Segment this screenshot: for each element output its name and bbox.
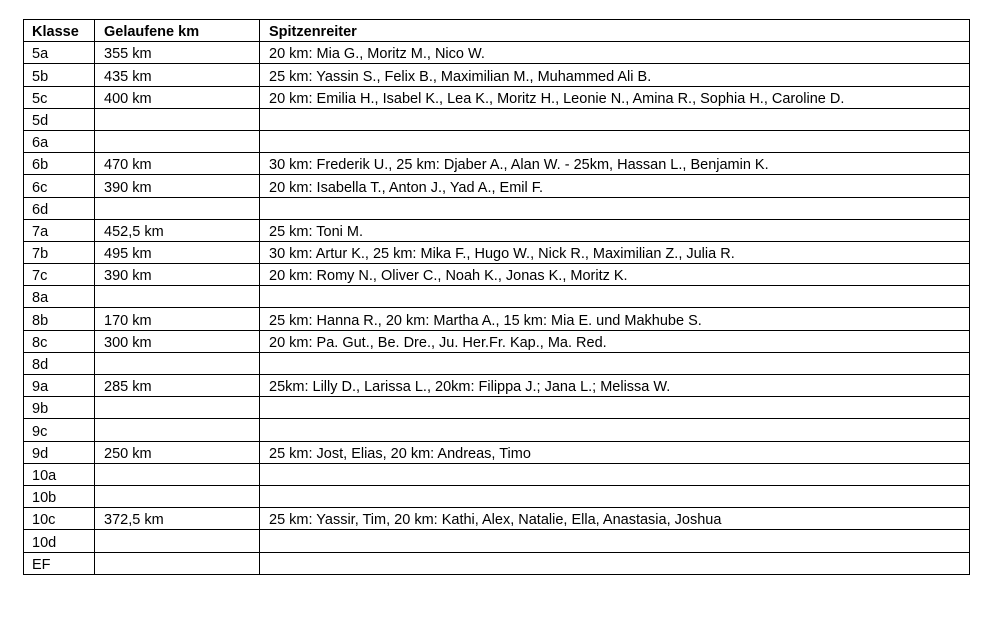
cell-gelaufene-km: 285 km — [95, 375, 260, 397]
table-row — [24, 397, 970, 419]
cell-gelaufene-km — [95, 530, 260, 552]
cell-klasse: 7c — [24, 264, 95, 286]
table-row — [24, 241, 970, 263]
cell-gelaufene-km — [95, 352, 260, 374]
table-row — [24, 375, 970, 397]
table-row — [24, 552, 970, 574]
cell-gelaufene-km: 355 km — [95, 42, 260, 64]
cell-spitzenreiter: 25 km: Jost, Elias, 20 km: Andreas, Timo — [260, 441, 970, 463]
cell-spitzenreiter: 20 km: Romy N., Oliver C., Noah K., Jonas K., Moritz K. — [260, 264, 970, 286]
cell-spitzenreiter: 25 km: Yassin S., Felix B., Maximilian M., Muhammed Ali B. — [260, 64, 970, 86]
cell-klasse: 6d — [24, 197, 95, 219]
cell-gelaufene-km: 390 km — [95, 175, 260, 197]
cell-spitzenreiter — [260, 397, 970, 419]
cell-klasse: 8d — [24, 352, 95, 374]
cell-gelaufene-km: 452,5 km — [95, 219, 260, 241]
header-gelaufene-km: Gelaufene km — [95, 20, 260, 42]
cell-spitzenreiter: 30 km: Frederik U., 25 km: Djaber A., Alan W. - 25km, Hassan L., Benjamin K. — [260, 153, 970, 175]
cell-gelaufene-km — [95, 485, 260, 507]
cell-klasse: 8a — [24, 286, 95, 308]
cell-klasse: 10d — [24, 530, 95, 552]
cell-gelaufene-km: 170 km — [95, 308, 260, 330]
table-row — [24, 86, 970, 108]
cell-spitzenreiter — [260, 419, 970, 441]
cell-klasse: 6c — [24, 175, 95, 197]
cell-spitzenreiter: 20 km: Mia G., Moritz M., Nico W. — [260, 42, 970, 64]
table-row — [24, 108, 970, 130]
cell-spitzenreiter: 25 km: Toni M. — [260, 219, 970, 241]
cell-gelaufene-km: 495 km — [95, 241, 260, 263]
cell-spitzenreiter — [260, 197, 970, 219]
table-row — [24, 419, 970, 441]
cell-klasse: 10c — [24, 508, 95, 530]
table-row — [24, 530, 970, 552]
cell-klasse: 7b — [24, 241, 95, 263]
header-klasse: Klasse — [24, 20, 95, 42]
cell-gelaufene-km: 470 km — [95, 153, 260, 175]
cell-gelaufene-km: 300 km — [95, 330, 260, 352]
table-row — [24, 130, 970, 152]
cell-klasse: 9c — [24, 419, 95, 441]
table-row — [24, 485, 970, 507]
cell-spitzenreiter: 25 km: Yassir, Tim, 20 km: Kathi, Alex, Natalie, Ella, Anastasia, Joshua — [260, 508, 970, 530]
cell-klasse: 8c — [24, 330, 95, 352]
cell-gelaufene-km — [95, 108, 260, 130]
cell-gelaufene-km — [95, 286, 260, 308]
cell-spitzenreiter — [260, 530, 970, 552]
cell-gelaufene-km — [95, 419, 260, 441]
cell-gelaufene-km: 400 km — [95, 86, 260, 108]
cell-gelaufene-km: 390 km — [95, 264, 260, 286]
cell-gelaufene-km: 372,5 km — [95, 508, 260, 530]
cell-gelaufene-km — [95, 463, 260, 485]
table-row — [24, 42, 970, 64]
cell-spitzenreiter — [260, 352, 970, 374]
cell-gelaufene-km — [95, 397, 260, 419]
table-row — [24, 308, 970, 330]
results-table — [23, 19, 970, 575]
cell-klasse: EF — [24, 552, 95, 574]
table-row — [24, 286, 970, 308]
cell-spitzenreiter — [260, 463, 970, 485]
cell-klasse: 5a — [24, 42, 95, 64]
cell-spitzenreiter — [260, 286, 970, 308]
cell-klasse: 9b — [24, 397, 95, 419]
cell-spitzenreiter — [260, 485, 970, 507]
cell-spitzenreiter: 20 km: Pa. Gut., Be. Dre., Ju. Her.Fr. Kap., Ma. Red. — [260, 330, 970, 352]
table-row — [24, 175, 970, 197]
table-row — [24, 441, 970, 463]
cell-klasse: 6a — [24, 130, 95, 152]
cell-klasse: 9a — [24, 375, 95, 397]
cell-gelaufene-km: 435 km — [95, 64, 260, 86]
cell-klasse: 10b — [24, 485, 95, 507]
cell-klasse: 8b — [24, 308, 95, 330]
cell-klasse: 6b — [24, 153, 95, 175]
results-sheet — [23, 19, 970, 575]
cell-spitzenreiter — [260, 108, 970, 130]
cell-klasse: 5b — [24, 64, 95, 86]
cell-klasse: 5d — [24, 108, 95, 130]
cell-spitzenreiter: 20 km: Emilia H., Isabel K., Lea K., Moritz H., Leonie N., Amina R., Sophia H., Caroline D. — [260, 86, 970, 108]
table-row — [24, 330, 970, 352]
cell-klasse: 5c — [24, 86, 95, 108]
table-row — [24, 352, 970, 374]
cell-spitzenreiter — [260, 552, 970, 574]
cell-gelaufene-km — [95, 552, 260, 574]
table-row — [24, 508, 970, 530]
header-spitzenreiter: Spitzenreiter — [260, 20, 970, 42]
cell-gelaufene-km: 250 km — [95, 441, 260, 463]
table-row — [24, 197, 970, 219]
cell-gelaufene-km — [95, 130, 260, 152]
cell-spitzenreiter: 25km: Lilly D., Larissa L., 20km: Filippa J.; Jana L.; Melissa W. — [260, 375, 970, 397]
cell-klasse: 10a — [24, 463, 95, 485]
cell-klasse: 7a — [24, 219, 95, 241]
table-row — [24, 219, 970, 241]
table-row — [24, 153, 970, 175]
cell-gelaufene-km — [95, 197, 260, 219]
cell-spitzenreiter — [260, 130, 970, 152]
cell-spitzenreiter: 25 km: Hanna R., 20 km: Martha A., 15 km: Mia E. und Makhube S. — [260, 308, 970, 330]
table-row — [24, 64, 970, 86]
table-row — [24, 463, 970, 485]
cell-klasse: 9d — [24, 441, 95, 463]
header-row — [24, 20, 970, 42]
cell-spitzenreiter: 20 km: Isabella T., Anton J., Yad A., Emil F. — [260, 175, 970, 197]
table-row — [24, 264, 970, 286]
cell-spitzenreiter: 30 km: Artur K., 25 km: Mika F., Hugo W., Nick R., Maximilian Z., Julia R. — [260, 241, 970, 263]
